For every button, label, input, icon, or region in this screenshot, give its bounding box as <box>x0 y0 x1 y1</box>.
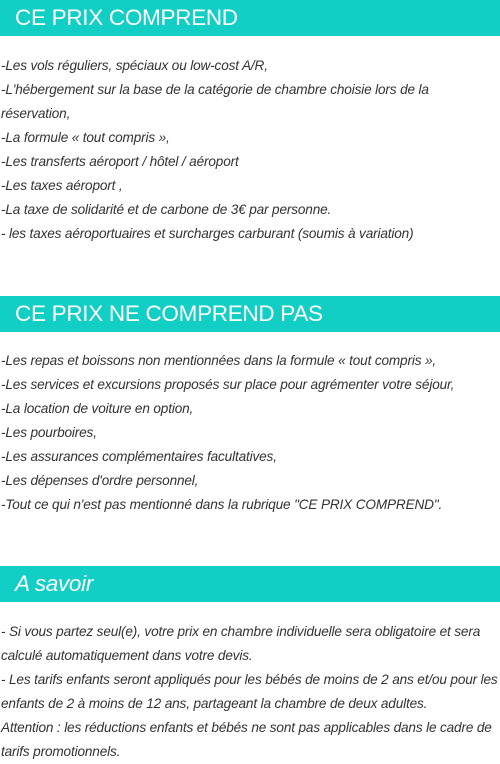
list-item: -La formule « tout compris », <box>1 130 170 145</box>
info-paragraph-child-rates: - Les tarifs enfants seront appliqués pour les bébés de moins de 2 ans et/ou pour les enfants de 2 à moins de 12 ans, partageant la chambre de deux adultes. <box>1 672 498 711</box>
list-item: -Les taxes aéroport , <box>1 178 123 193</box>
list-item: -La taxe de solidarité et de carbone de 3€ par personne. <box>1 202 332 217</box>
list-item: -Les assurances complémentaires facultatives, <box>1 449 277 464</box>
header-a-savoir: A savoir <box>0 566 500 602</box>
list-item: - les taxes aéroportuaires et surcharges carburant (soumis à variation) <box>1 226 414 241</box>
to-know-text <box>0 620 500 764</box>
list-item: -Les services et excursions proposés sur place pour agrémenter votre séjour, <box>1 377 455 392</box>
list-item: -L'hébergement sur la base de la catégorie de chambre choisie lors de la réservation, <box>1 82 429 121</box>
list-item: -Les vols réguliers, spéciaux ou low-cost A/R, <box>1 58 268 73</box>
header-ce-prix-comprend: CE PRIX COMPREND <box>0 0 500 36</box>
info-paragraph-single-room: - Si vous partez seul(e), votre prix en chambre individuelle sera obligatoire et sera calculé automatiquement dans votre devis. <box>1 624 481 663</box>
info-paragraph-attention: Attention : les réductions enfants et bébés ne sont pas applicables dans le cadre de tarifs promotionnels. <box>1 720 492 759</box>
header-ce-prix-ne-comprend-pas: CE PRIX NE COMPREND PAS <box>0 296 500 332</box>
list-item: -Les dépenses d'ordre personnel, <box>1 473 199 488</box>
list-item: -Les pourboires, <box>1 425 97 440</box>
not-included-list <box>0 349 500 517</box>
list-item: -Les repas et boissons non mentionnées dans la formule « tout compris », <box>1 353 437 368</box>
list-item: -La location de voiture en option, <box>1 401 194 416</box>
included-list <box>0 54 500 246</box>
list-item: -Tout ce qui n'est pas mentionné dans la rubrique "CE PRIX COMPREND". <box>1 497 443 512</box>
list-item: -Les transferts aéroport / hôtel / aéroport <box>1 154 239 169</box>
